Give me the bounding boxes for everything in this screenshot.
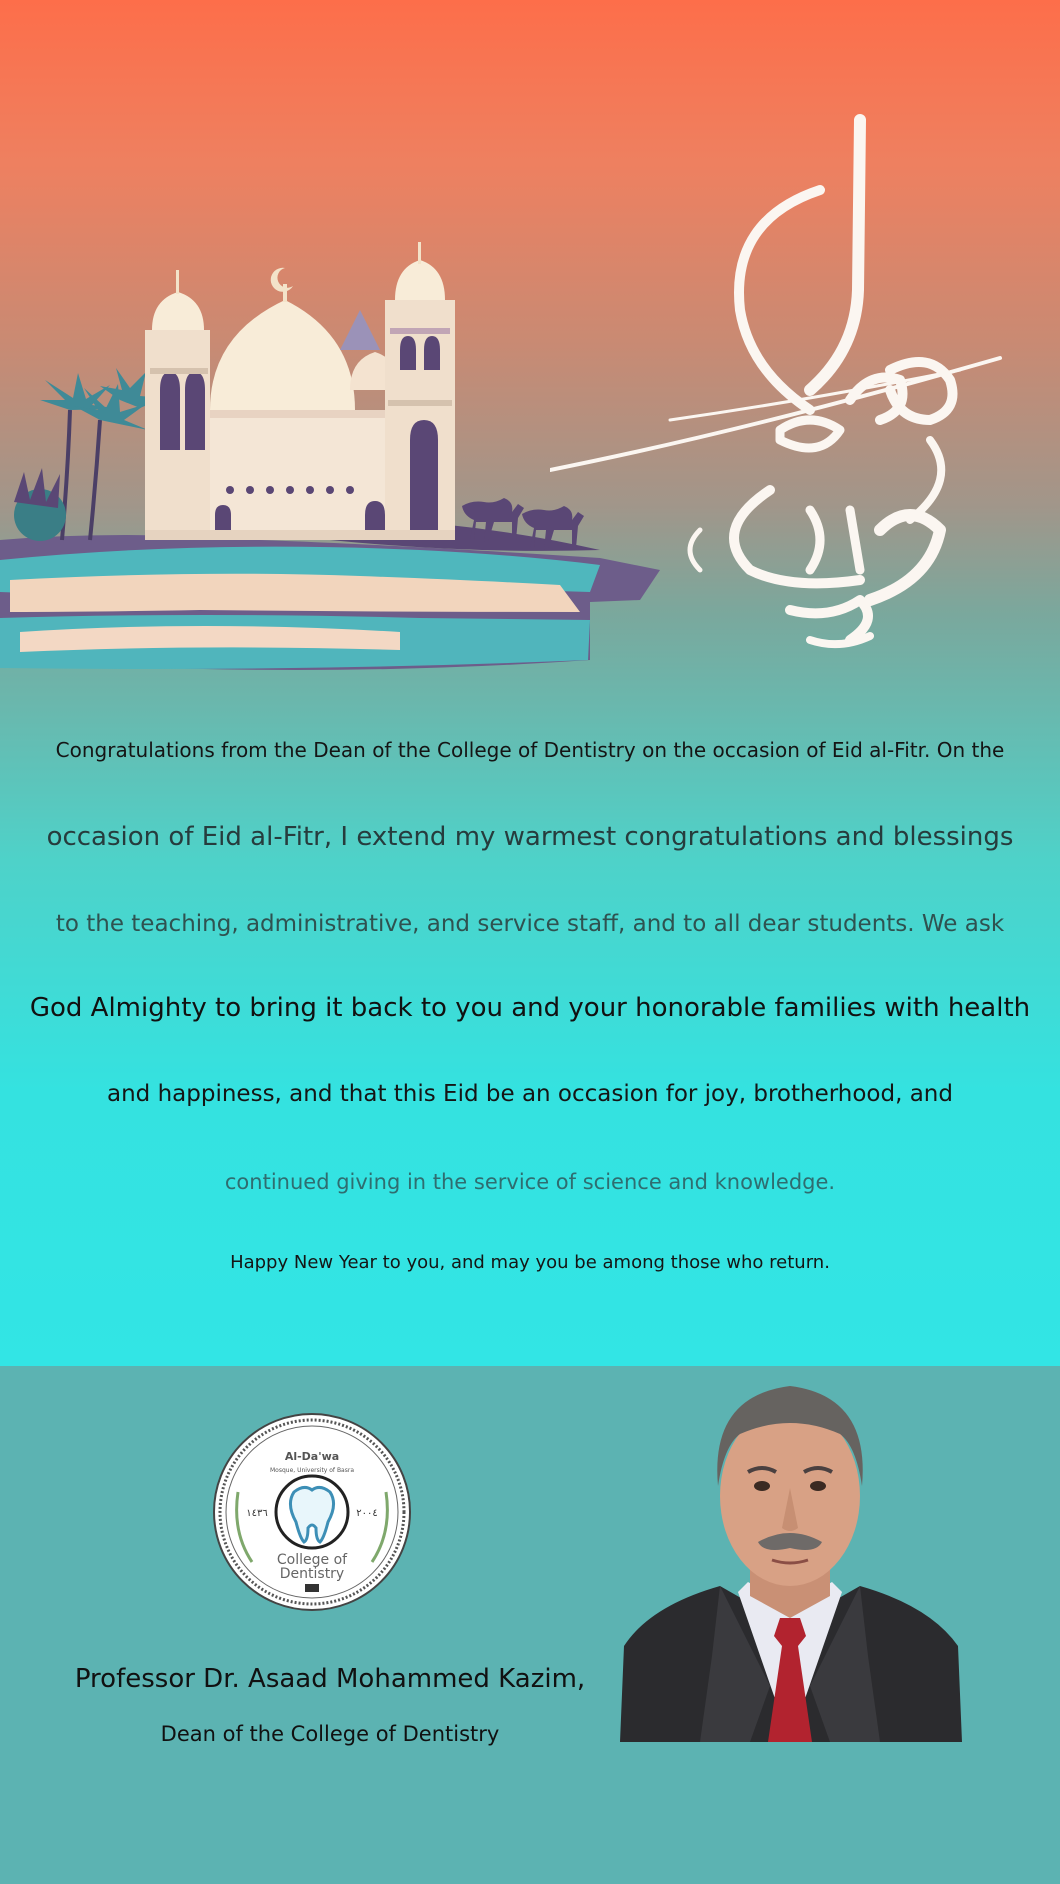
message-line-5: and happiness, and that this Eid be an occasion for joy, brotherhood, and (107, 1081, 953, 1107)
dean-title: Dean of the College of Dentistry (160, 1722, 500, 1746)
book-icon (305, 1584, 319, 1592)
logo-label-line-1: College of (276, 1552, 348, 1568)
message-line-1: Congratulations from the Dean of the College of Dentistry on the occasion of Eid al-Fitr. On the (55, 738, 1005, 762)
logo-left-year: ١٤٣٦ (246, 1508, 268, 1519)
logo-label-line-2: Dentistry (279, 1566, 345, 1582)
message-line-3: to the teaching, administrative, and service staff, and to all dear students. We ask (55, 911, 1005, 937)
message-line-6: continued giving in the service of science and knowledge. (224, 1170, 836, 1194)
logo-right-year: ٢٠٠٤ (356, 1508, 378, 1519)
message-line-2: occasion of Eid al-Fitr, I extend my warmest congratulations and blessings (46, 822, 1014, 852)
message-line-7: Happy New Year to you, and may you be among those who return. (230, 1252, 830, 1273)
logo-ring-subtext: Mosque, University of Basra (269, 1467, 355, 1474)
dean-name: Professor Dr. Asaad Mohammed Kazim, (74, 1664, 586, 1694)
eid-mubarak-calligraphy (550, 110, 1010, 670)
logo-ring-text: Al-Da'wa (284, 1450, 340, 1463)
college-of-dentistry-logo (212, 1412, 412, 1612)
message-line-4: God Almighty to bring it back to you and your honorable families with health (29, 993, 1031, 1023)
dean-portrait (620, 1356, 962, 1742)
